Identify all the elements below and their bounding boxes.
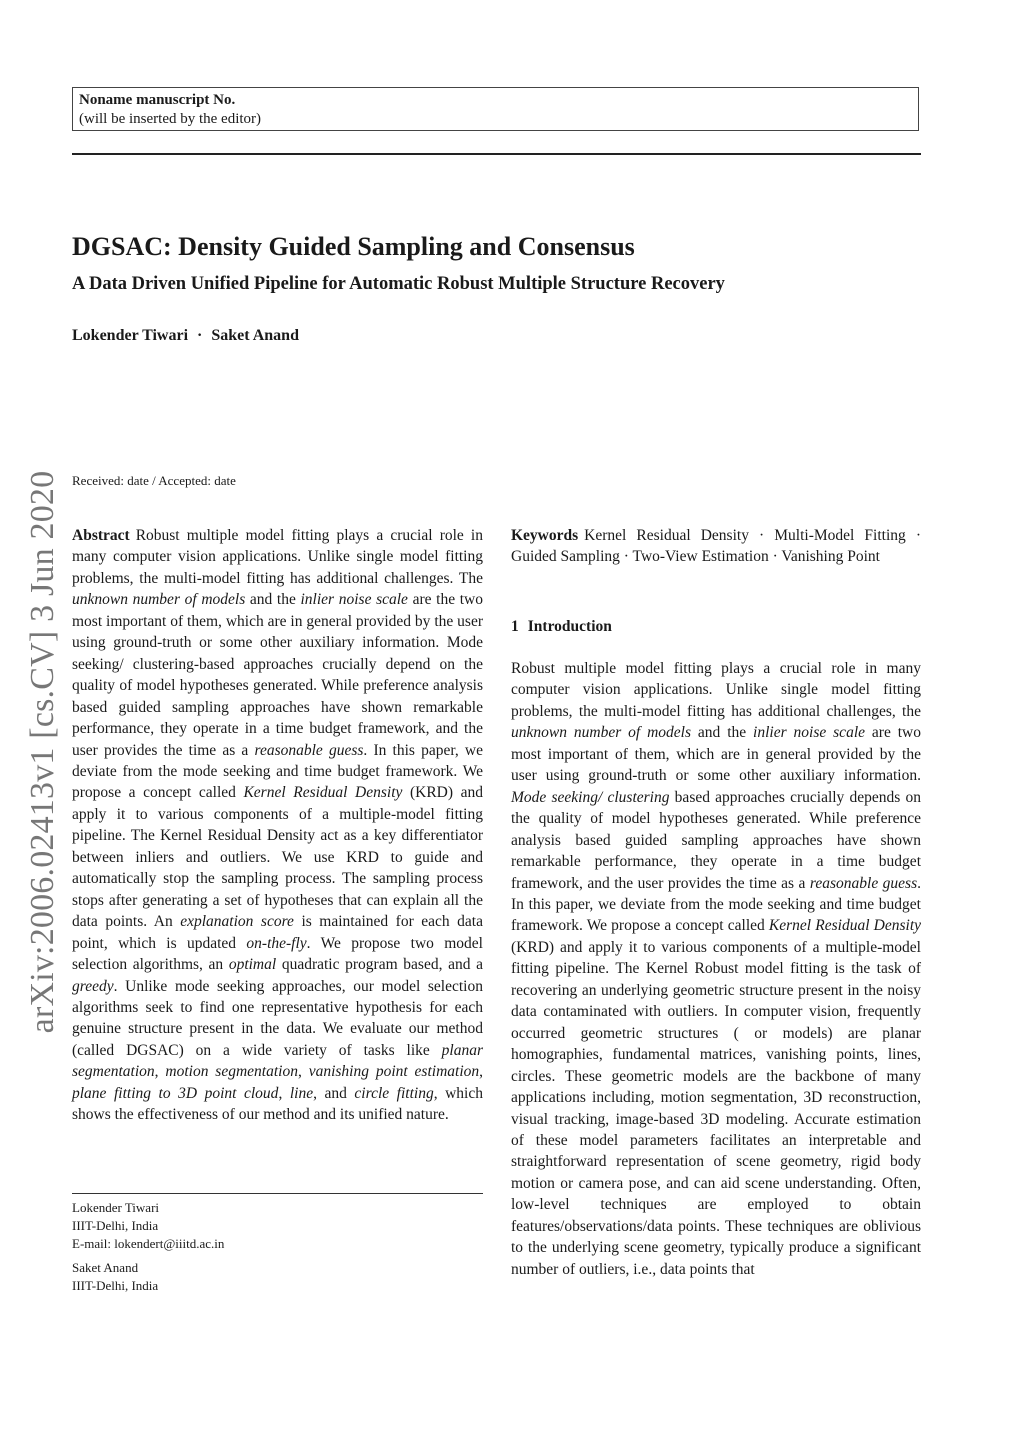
abstract-emphasis: greedy (72, 977, 114, 995)
editor-box (72, 87, 919, 131)
intro-emphasis: Mode seeking/ clustering (511, 788, 670, 806)
arxiv-identifier: arXiv:2006.02413v1 [cs.CV] 3 Jun 2020 (24, 470, 61, 1034)
manuscript-number: Noname manuscript No. (79, 92, 236, 108)
abstract-emphasis: inlier noise scale (300, 591, 408, 609)
abstract-text: is maintained for each data point, which is updated (72, 913, 483, 952)
abstract-emphasis: Kernel Residual Density (243, 784, 403, 802)
header-rule (72, 153, 921, 155)
abstract-emphasis: plane fitting to 3D point cloud (72, 1084, 279, 1102)
footnote-author-name: Lokender Tiwari (72, 1200, 160, 1215)
intro-text: and the (691, 724, 754, 742)
received-date: Received: date / Accepted: date (72, 473, 236, 488)
abstract-text: , (479, 1063, 484, 1081)
abstract-emphasis: on-the-fly (246, 934, 307, 952)
author-affiliation (72, 1199, 483, 1253)
author-separator: · (197, 327, 203, 344)
footnote-affiliation: IIIT-Delhi, India (72, 1218, 159, 1233)
intro-text: (KRD) and apply it to various components of a multiple-model fitting pipeline. The Kernel Robust model fitting is the task of recovering an underlying geometric structure present in the noisy data contaminated with outliers. In computer vision, frequently occurred geometric structures ( or models) are planar homographies, fundamental matrices, vanishing points, lines, circles. These geometric models are the backbone of many applications including, motion segmentation, 3D reconstruction, visual tracking, image-based 3D modeling. Accurate estimation of these model parameters facilitates an interpretable and straightforward representation of scene geometry, rigid body motion or camera pose, and can aid scene understanding. Often, low-level techniques are employed to obtain features/observations/data points. These techniques are oblivious to the underlying scene geometry, typically produce a significant number of outliers, i.e., data points that (511, 938, 921, 1278)
intro-text: are two most important of them, which are in general provided by the user using ground-truth or some other auxiliary information. (511, 724, 921, 785)
abstract-text: , which shows the effectiveness of our method and its unified nature. (72, 1084, 483, 1124)
abstract-emphasis: line (289, 1084, 314, 1102)
abstract-label: Abstract (72, 527, 130, 544)
abstract-emphasis: motion segmentation (165, 1063, 298, 1081)
intro-text: . In this paper, we deviate from the mode seeking and time budget framework. We propose a concept called (511, 874, 921, 935)
abstract-text: , and (313, 1084, 355, 1102)
paper-subtitle: A Data Driven Unified Pipeline for Automatic Robust Multiple Structure Recovery (72, 274, 725, 294)
keywords (511, 525, 921, 568)
author-list (72, 325, 299, 347)
intro-text: Robust multiple model fitting plays a crucial role in many computer vision applications. Unlike single model fitting problems, the multi-model fitting has additional challenges, the (511, 660, 921, 720)
intro-text: based approaches crucially depends on the quality of model hypotheses generated. While preference analysis based guided sampling approaches have shown remarkable performance, they operate in a time budget framework, and the user provides the time as a (511, 788, 922, 892)
editor-note: (will be inserted by the editor) (79, 111, 262, 127)
abstract (72, 525, 483, 1126)
section-heading (511, 616, 612, 637)
author-name: Saket Anand (211, 327, 299, 344)
introduction-text (511, 658, 921, 1280)
abstract-text: , (278, 1084, 290, 1102)
keywords-label: Keywords (511, 527, 579, 544)
paper-title: DGSAC: Density Guided Sampling and Consensus (72, 232, 635, 261)
abstract-text: are the two most important of them, which are in general provided by the user using ground-truth or some other auxiliary information. Mode seeking/ clustering-based approaches crucially depend on the quality of model hypotheses generated. While preference analysis based guided sampling approaches have shown remarkable performance, they operate in a time budget framework, and the user provides the time as a (72, 591, 483, 759)
abstract-text: . Unlike mode seeking approaches, our model selection algorithms seek to find one representative hypothesis for each genuine structure present in the data. We evaluate our method (called DGSAC) on a wide variety of tasks like (72, 977, 483, 1059)
footnote-email: E-mail: lokendert@iiitd.ac.in (72, 1236, 225, 1251)
author-name: Lokender Tiwari (72, 327, 189, 344)
abstract-text: quadratic program based, and a (276, 956, 483, 974)
abstract-emphasis: reasonable guess (254, 741, 364, 759)
footnote-rule (72, 1193, 483, 1194)
abstract-emphasis: explanation score (180, 913, 294, 931)
footnote-author-name: Saket Anand (72, 1260, 139, 1275)
abstract-emphasis: vanishing point estimation (308, 1063, 480, 1081)
abstract-emphasis: circle fitting (354, 1084, 434, 1102)
abstract-text: . In this paper, we deviate from the mode seeking and time budget framework. We propose a concept called (72, 741, 484, 802)
abstract-emphasis: unknown number of models (72, 591, 246, 609)
keywords-text: Kernel Residual Density · Multi-Model Fitting · Guided Sampling · Two-View Estimation · Vanishing Point (511, 527, 921, 566)
abstract-text: Robust multiple model fitting plays a crucial role in many computer vision applications. Unlike single model fitting problems, the multi-model fitting has additional challenges. The (72, 527, 483, 587)
abstract-text: , (297, 1063, 309, 1081)
footnote-affiliation: IIIT-Delhi, India (72, 1278, 159, 1293)
abstract-text: . We propose two model selection algorithms, an (72, 934, 483, 974)
intro-emphasis: unknown number of models (511, 724, 692, 742)
intro-emphasis: inlier noise scale (753, 724, 866, 742)
section-title: Introduction (527, 618, 612, 635)
abstract-text: and the (245, 591, 301, 609)
abstract-text: (KRD) and apply it to various components of a multiple-model fitting pipeline. The Kernel Residual Density act as a key differentiator between inliers and outliers. We use KRD to guide and automatically stop the sampling process. The sampling process stops after generating a set of hypotheses that can explain all the data points. An (72, 784, 483, 931)
intro-emphasis: reasonable guess (809, 874, 918, 892)
intro-emphasis: Kernel Residual Density (768, 917, 921, 935)
abstract-emphasis: planar segmentation (72, 1041, 483, 1081)
abstract-emphasis: optimal (228, 956, 277, 974)
section-number: 1 (511, 618, 519, 635)
author-affiliation (72, 1259, 483, 1295)
abstract-text: , (154, 1063, 166, 1081)
